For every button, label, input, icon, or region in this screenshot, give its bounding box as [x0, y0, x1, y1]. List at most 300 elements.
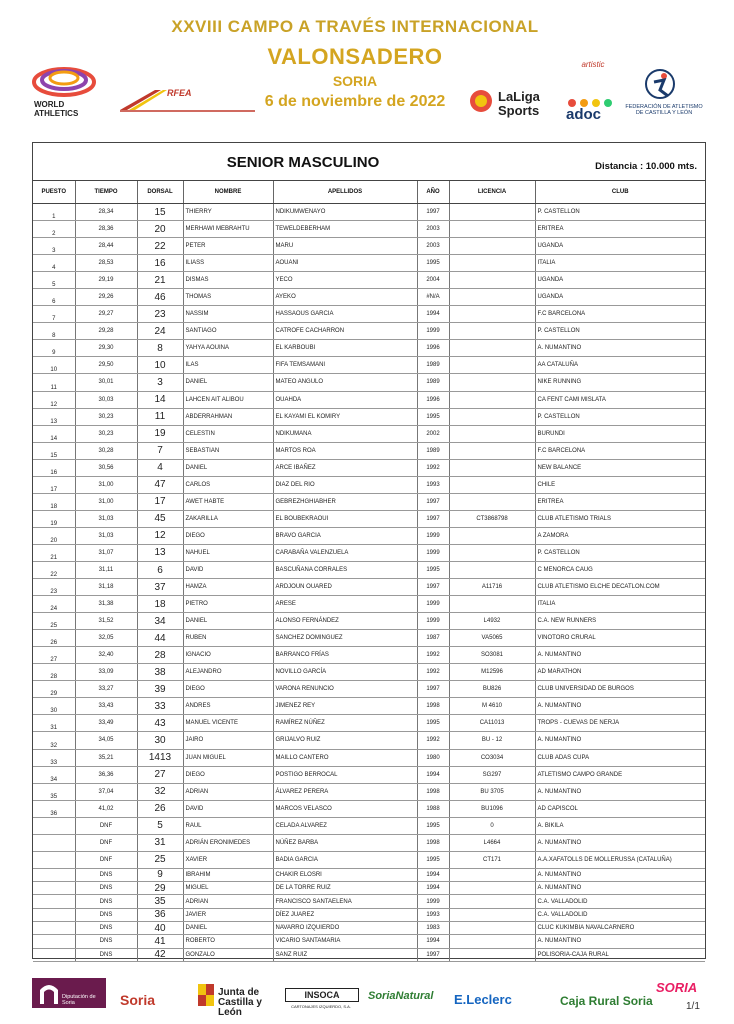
surname-cell: POSTIGO BERROCAL — [273, 766, 417, 783]
name-cell: DIEGO — [183, 766, 273, 783]
year-cell: 1997 — [417, 948, 449, 961]
time-cell: 32,05 — [75, 630, 137, 647]
time-cell: 41,02 — [75, 800, 137, 817]
artistic-logo: artistic — [581, 60, 605, 69]
year-cell: 1987 — [417, 630, 449, 647]
column-header: PUESTO — [33, 181, 75, 204]
surname-cell: GEBREZHGHIABHER — [273, 493, 417, 510]
position-cell: 32 — [33, 732, 75, 749]
year-cell: 2002 — [417, 425, 449, 442]
club-cell: CA FENT CAMI MISLATA — [535, 391, 705, 408]
position-cell: 22 — [33, 561, 75, 578]
surname-cell: ARCE IBAÑEZ — [273, 459, 417, 476]
position-cell — [33, 868, 75, 881]
license-cell: SO3081 — [449, 647, 535, 664]
table-row — [33, 289, 705, 306]
table-row — [33, 868, 705, 881]
time-cell: 35,21 — [75, 749, 137, 766]
name-cell: PETER — [183, 238, 273, 255]
bib-cell: 34 — [137, 613, 183, 630]
column-header: DORSAL — [137, 181, 183, 204]
license-cell: BU 3705 — [449, 783, 535, 800]
table-row — [33, 647, 705, 664]
time-cell: 30,23 — [75, 425, 137, 442]
table-row — [33, 527, 705, 544]
year-cell: 1989 — [417, 357, 449, 374]
name-cell: CARLOS — [183, 476, 273, 493]
table-row — [33, 544, 705, 561]
position-cell: 25 — [33, 613, 75, 630]
bib-cell: 45 — [137, 510, 183, 527]
license-cell: VA5065 — [449, 630, 535, 647]
position-cell — [33, 922, 75, 935]
position-cell: 13 — [33, 408, 75, 425]
name-cell: NASSIM — [183, 306, 273, 323]
surname-cell: CARABAÑA VALENZUELA — [273, 544, 417, 561]
position-cell: 10 — [33, 357, 75, 374]
event-city: SORIA — [332, 73, 378, 89]
time-cell: 33,09 — [75, 664, 137, 681]
table-row — [33, 476, 705, 493]
time-cell: 28,44 — [75, 238, 137, 255]
license-cell — [449, 948, 535, 961]
year-cell: 1994 — [417, 306, 449, 323]
table-row — [33, 340, 705, 357]
position-cell: 19 — [33, 510, 75, 527]
club-cell: POLISORIA-CAJA RURAL — [535, 948, 705, 961]
surname-cell: VICARIO SANTAMARIA — [273, 935, 417, 948]
position-cell — [33, 851, 75, 868]
caja-rural-logo: Caja Rural Soria — [560, 994, 653, 1008]
club-cell: CLUB ADAS CUPA — [535, 749, 705, 766]
table-row — [33, 698, 705, 715]
time-cell: 31,07 — [75, 544, 137, 561]
license-cell: 0 — [449, 817, 535, 834]
name-cell: JAIRO — [183, 732, 273, 749]
table-row — [33, 935, 705, 948]
license-cell — [449, 935, 535, 948]
year-cell: 1989 — [417, 442, 449, 459]
bib-cell: 30 — [137, 732, 183, 749]
time-cell: 31,03 — [75, 510, 137, 527]
time-cell: 29,27 — [75, 306, 137, 323]
page-number: 1/1 — [686, 1001, 700, 1012]
license-cell: A11716 — [449, 579, 535, 596]
name-cell: DANIEL — [183, 459, 273, 476]
year-cell: 1994 — [417, 868, 449, 881]
license-cell — [449, 323, 535, 340]
club-cell: A. BIKILA — [535, 817, 705, 834]
license-cell — [449, 493, 535, 510]
position-cell: 14 — [33, 425, 75, 442]
club-cell: NIKE RUNNING — [535, 374, 705, 391]
position-cell: 3 — [33, 238, 75, 255]
surname-cell: CATROFE CACHARRON — [273, 323, 417, 340]
bib-cell: 9 — [137, 868, 183, 881]
surname-cell: FRANCISCO SANTAELENA — [273, 895, 417, 908]
surname-cell: EL BOUBEKRAOUI — [273, 510, 417, 527]
table-row — [33, 408, 705, 425]
event-title: XXVIII CAMPO A TRAVÉS INTERNACIONAL — [171, 17, 539, 36]
surname-cell: MATEO ANGULO — [273, 374, 417, 391]
position-cell: 7 — [33, 306, 75, 323]
distance-label: Distancia : 10.000 mts. — [595, 161, 697, 172]
surname-cell: DÍEZ JUAREZ — [273, 908, 417, 921]
name-cell: ABDERRAHMAN — [183, 408, 273, 425]
bib-cell: 43 — [137, 715, 183, 732]
time-cell: 30,03 — [75, 391, 137, 408]
license-cell: SG297 — [449, 766, 535, 783]
club-cell: A. NUMANTINO — [535, 783, 705, 800]
surname-cell: CELADA ALVAREZ — [273, 817, 417, 834]
year-cell: 1994 — [417, 882, 449, 895]
runner-icon — [624, 68, 704, 102]
year-cell: 1993 — [417, 476, 449, 493]
license-cell — [449, 527, 535, 544]
bib-cell: 46 — [137, 289, 183, 306]
club-cell: P. CASTELLON — [535, 204, 705, 221]
name-cell: MANUEL VICENTE — [183, 715, 273, 732]
results-body — [33, 204, 705, 962]
table-row — [33, 851, 705, 868]
surname-cell: BRAVO GARCIA — [273, 527, 417, 544]
license-cell — [449, 221, 535, 238]
club-cell: CHILE — [535, 476, 705, 493]
time-cell: 28,36 — [75, 221, 137, 238]
name-cell: DANIEL — [183, 613, 273, 630]
club-cell: AD MARATHON — [535, 664, 705, 681]
year-cell: 1999 — [417, 323, 449, 340]
license-cell: M12596 — [449, 664, 535, 681]
adoc-logo: adoc — [566, 95, 621, 123]
table-row — [33, 630, 705, 647]
surname-cell: NAVARRO IZQUIERDO — [273, 922, 417, 935]
table-row — [33, 255, 705, 272]
table-row — [33, 579, 705, 596]
position-cell: 34 — [33, 766, 75, 783]
table-row — [33, 391, 705, 408]
diputacion-soria-logo: Diputación de Soria — [32, 978, 106, 1008]
time-cell: 30,56 — [75, 459, 137, 476]
bib-cell: 1413 — [137, 749, 183, 766]
club-cell: ITALIA — [535, 596, 705, 613]
position-cell: 17 — [33, 476, 75, 493]
license-cell — [449, 374, 535, 391]
license-cell — [449, 544, 535, 561]
bib-cell: 16 — [137, 255, 183, 272]
time-cell: 32,40 — [75, 647, 137, 664]
license-cell: BU1096 — [449, 800, 535, 817]
club-cell: A. NUMANTINO — [535, 340, 705, 357]
position-cell: 31 — [33, 715, 75, 732]
surname-cell: EL KAYAMI EL KOMIRY — [273, 408, 417, 425]
year-cell: 1995 — [417, 408, 449, 425]
license-cell — [449, 922, 535, 935]
bib-cell: 33 — [137, 698, 183, 715]
time-cell: DNF — [75, 817, 137, 834]
event-header — [0, 0, 734, 130]
name-cell: ANDRES — [183, 698, 273, 715]
table-row — [33, 204, 705, 221]
name-cell: NAHUEL — [183, 544, 273, 561]
position-cell: 33 — [33, 749, 75, 766]
surname-cell: BADIA GARCIA — [273, 851, 417, 868]
year-cell: 1994 — [417, 766, 449, 783]
column-header: AÑO — [417, 181, 449, 204]
club-cell: ERITREA — [535, 221, 705, 238]
surname-cell: TEWELDEBERHAM — [273, 221, 417, 238]
event-venue: VALONSADERO — [267, 44, 443, 69]
year-cell: 1994 — [417, 935, 449, 948]
time-cell: DNF — [75, 834, 137, 851]
laliga-icon — [468, 88, 494, 114]
year-cell: 1992 — [417, 664, 449, 681]
position-cell: 30 — [33, 698, 75, 715]
year-cell: 2004 — [417, 272, 449, 289]
time-cell: DNS — [75, 935, 137, 948]
time-cell: 31,52 — [75, 613, 137, 630]
time-cell: 29,19 — [75, 272, 137, 289]
bib-cell: 5 — [137, 817, 183, 834]
time-cell: 33,49 — [75, 715, 137, 732]
position-cell: 35 — [33, 783, 75, 800]
club-cell: P. CASTELLON — [535, 323, 705, 340]
table-row — [33, 715, 705, 732]
position-cell: 23 — [33, 579, 75, 596]
club-cell: A.A.XAFATOLLS DE MOLLERUSSA (CATALUÑA) — [535, 851, 705, 868]
year-cell: 1980 — [417, 749, 449, 766]
position-cell: 2 — [33, 221, 75, 238]
year-cell: 1999 — [417, 596, 449, 613]
position-cell: 28 — [33, 664, 75, 681]
time-cell: 31,00 — [75, 493, 137, 510]
column-header: NOMBRE — [183, 181, 273, 204]
table-row — [33, 732, 705, 749]
world-athletics-logo: WORLD ATHLETICS — [30, 62, 100, 120]
club-cell: A. NUMANTINO — [535, 868, 705, 881]
bib-cell: 40 — [137, 922, 183, 935]
column-header: LICENCIA — [449, 181, 535, 204]
club-cell: C.A. VALLADOLID — [535, 895, 705, 908]
position-cell — [33, 948, 75, 961]
license-cell — [449, 908, 535, 921]
time-cell: DNF — [75, 851, 137, 868]
year-cell: 1996 — [417, 340, 449, 357]
time-cell: 28,53 — [75, 255, 137, 272]
surname-cell: YECO — [273, 272, 417, 289]
license-cell — [449, 596, 535, 613]
position-cell — [33, 908, 75, 921]
table-row — [33, 922, 705, 935]
bib-cell: 23 — [137, 306, 183, 323]
license-cell — [449, 476, 535, 493]
event-date: 6 de noviembre de 2022 — [264, 93, 446, 110]
license-cell — [449, 442, 535, 459]
year-cell: 2003 — [417, 221, 449, 238]
table-row — [33, 357, 705, 374]
column-header: TIEMPO — [75, 181, 137, 204]
bib-cell: 47 — [137, 476, 183, 493]
bib-cell: 22 — [137, 238, 183, 255]
club-cell: ATLETISMO CAMPO GRANDE — [535, 766, 705, 783]
time-cell: 37,04 — [75, 783, 137, 800]
license-cell: CT171 — [449, 851, 535, 868]
name-cell: JAVIER — [183, 908, 273, 921]
surname-cell: FIFA TEMSAMANI — [273, 357, 417, 374]
club-cell: P. CASTELLON — [535, 408, 705, 425]
license-cell: L4932 — [449, 613, 535, 630]
federacion-logo: FEDERACIÓN DE ATLETISMO DE CASTILLA Y LEÓN — [624, 68, 704, 124]
time-cell: DNS — [75, 922, 137, 935]
bib-cell: 42 — [137, 948, 183, 961]
name-cell: ALEJANDRO — [183, 664, 273, 681]
club-cell: C.A. VALLADOLID — [535, 908, 705, 921]
surname-cell: OUAHDA — [273, 391, 417, 408]
club-cell: UGANDA — [535, 272, 705, 289]
name-cell: ADRIÁN ERONIMEDES — [183, 834, 273, 851]
license-cell — [449, 357, 535, 374]
bib-cell: 41 — [137, 935, 183, 948]
time-cell: DNS — [75, 948, 137, 961]
category-title: SENIOR MASCULINO — [226, 154, 380, 171]
surname-cell: NOVILLO GARCÍA — [273, 664, 417, 681]
bib-cell: 20 — [137, 221, 183, 238]
year-cell: 1995 — [417, 561, 449, 578]
club-cell: F.C BARCELONA — [535, 442, 705, 459]
bib-cell: 35 — [137, 895, 183, 908]
club-cell: P. CASTELLON — [535, 544, 705, 561]
year-cell: 1989 — [417, 374, 449, 391]
table-row — [33, 908, 705, 921]
time-cell: 29,28 — [75, 323, 137, 340]
time-cell: 29,26 — [75, 289, 137, 306]
table-row — [33, 561, 705, 578]
name-cell: ADRIAN — [183, 895, 273, 908]
junta-castilla-leon-logo: Junta de Castilla y León — [196, 980, 276, 1014]
table-row — [33, 596, 705, 613]
bib-cell: 13 — [137, 544, 183, 561]
bib-cell: 32 — [137, 783, 183, 800]
surname-cell: EL KARBOUBI — [273, 340, 417, 357]
name-cell: ROBERTO — [183, 935, 273, 948]
table-row — [33, 817, 705, 834]
club-cell: ERITREA — [535, 493, 705, 510]
time-cell: 30,01 — [75, 374, 137, 391]
leclerc-logo: E.Leclerc — [454, 992, 512, 1007]
license-cell — [449, 255, 535, 272]
bib-cell: 25 — [137, 851, 183, 868]
club-cell: UGANDA — [535, 289, 705, 306]
time-cell: DNS — [75, 868, 137, 881]
bib-cell: 28 — [137, 647, 183, 664]
club-cell: UGANDA — [535, 238, 705, 255]
position-cell: 9 — [33, 340, 75, 357]
bib-cell: 7 — [137, 442, 183, 459]
time-cell: 31,11 — [75, 561, 137, 578]
surname-cell: RAMÍREZ NÚÑEZ — [273, 715, 417, 732]
surname-cell: GRIJALVO RUIZ — [273, 732, 417, 749]
name-cell: ILIASS — [183, 255, 273, 272]
year-cell: 2003 — [417, 238, 449, 255]
table-row — [33, 323, 705, 340]
year-cell: 1998 — [417, 698, 449, 715]
license-cell: CT3868798 — [449, 510, 535, 527]
bib-cell: 39 — [137, 681, 183, 698]
bib-cell: 37 — [137, 579, 183, 596]
position-cell: 27 — [33, 647, 75, 664]
bib-cell: 44 — [137, 630, 183, 647]
results-box — [32, 142, 706, 959]
license-cell: CO3034 — [449, 749, 535, 766]
year-cell: #N/A — [417, 289, 449, 306]
bib-cell: 3 — [137, 374, 183, 391]
column-header: APELLIDOS — [273, 181, 417, 204]
table-row — [33, 749, 705, 766]
ayuntamiento-soria-logo: Soria — [120, 992, 156, 1008]
insoca-logo: INSOCA CARTONAJES IZQUIERDO, S.A. — [285, 988, 357, 1012]
name-cell: ILAS — [183, 357, 273, 374]
year-cell: 1999 — [417, 544, 449, 561]
name-cell: DANIEL — [183, 922, 273, 935]
position-cell: 5 — [33, 272, 75, 289]
license-cell: M 4610 — [449, 698, 535, 715]
surname-cell: AYEKO — [273, 289, 417, 306]
position-cell — [33, 895, 75, 908]
time-cell: 31,38 — [75, 596, 137, 613]
name-cell: ZAKARILLA — [183, 510, 273, 527]
license-cell — [449, 408, 535, 425]
coat-of-arms-icon — [196, 980, 216, 1010]
license-cell: L4664 — [449, 834, 535, 851]
club-cell: CLUB ATLETISMO ELCHE DECATLON.COM — [535, 579, 705, 596]
arch-icon — [34, 978, 64, 1008]
year-cell: 1999 — [417, 613, 449, 630]
table-row — [33, 800, 705, 817]
name-cell: ADRIAN — [183, 783, 273, 800]
table-row — [33, 493, 705, 510]
position-cell — [33, 817, 75, 834]
license-cell: CA11013 — [449, 715, 535, 732]
results-header — [33, 143, 705, 181]
surname-cell: NÚÑEZ BARBA — [273, 834, 417, 851]
surname-cell: ARDJOUN OUARED — [273, 579, 417, 596]
position-cell: 15 — [33, 442, 75, 459]
name-cell: LAHCEN AIT ALIBOU — [183, 391, 273, 408]
time-cell: 31,00 — [75, 476, 137, 493]
name-cell: MERHAWI MEBRAHTU — [183, 221, 273, 238]
club-cell: CLUB ATLETISMO TRIALS — [535, 510, 705, 527]
year-cell: 1995 — [417, 851, 449, 868]
surname-cell: MARTOS ROA — [273, 442, 417, 459]
name-cell: DIEGO — [183, 527, 273, 544]
bib-cell: 36 — [137, 908, 183, 921]
time-cell: DNS — [75, 908, 137, 921]
year-cell: 1998 — [417, 783, 449, 800]
bib-cell: 12 — [137, 527, 183, 544]
surname-cell: HASSAOUS GARCIA — [273, 306, 417, 323]
year-cell: 1995 — [417, 715, 449, 732]
name-cell: XAVIER — [183, 851, 273, 868]
position-cell — [33, 935, 75, 948]
table-row — [33, 948, 705, 961]
position-cell: 29 — [33, 681, 75, 698]
surname-cell: NDIKUMANA — [273, 425, 417, 442]
bib-cell: 19 — [137, 425, 183, 442]
license-cell: BU826 — [449, 681, 535, 698]
club-cell: A. NUMANTINO — [535, 935, 705, 948]
soria-2019-logo: SORIA — [656, 980, 698, 995]
table-row — [33, 834, 705, 851]
